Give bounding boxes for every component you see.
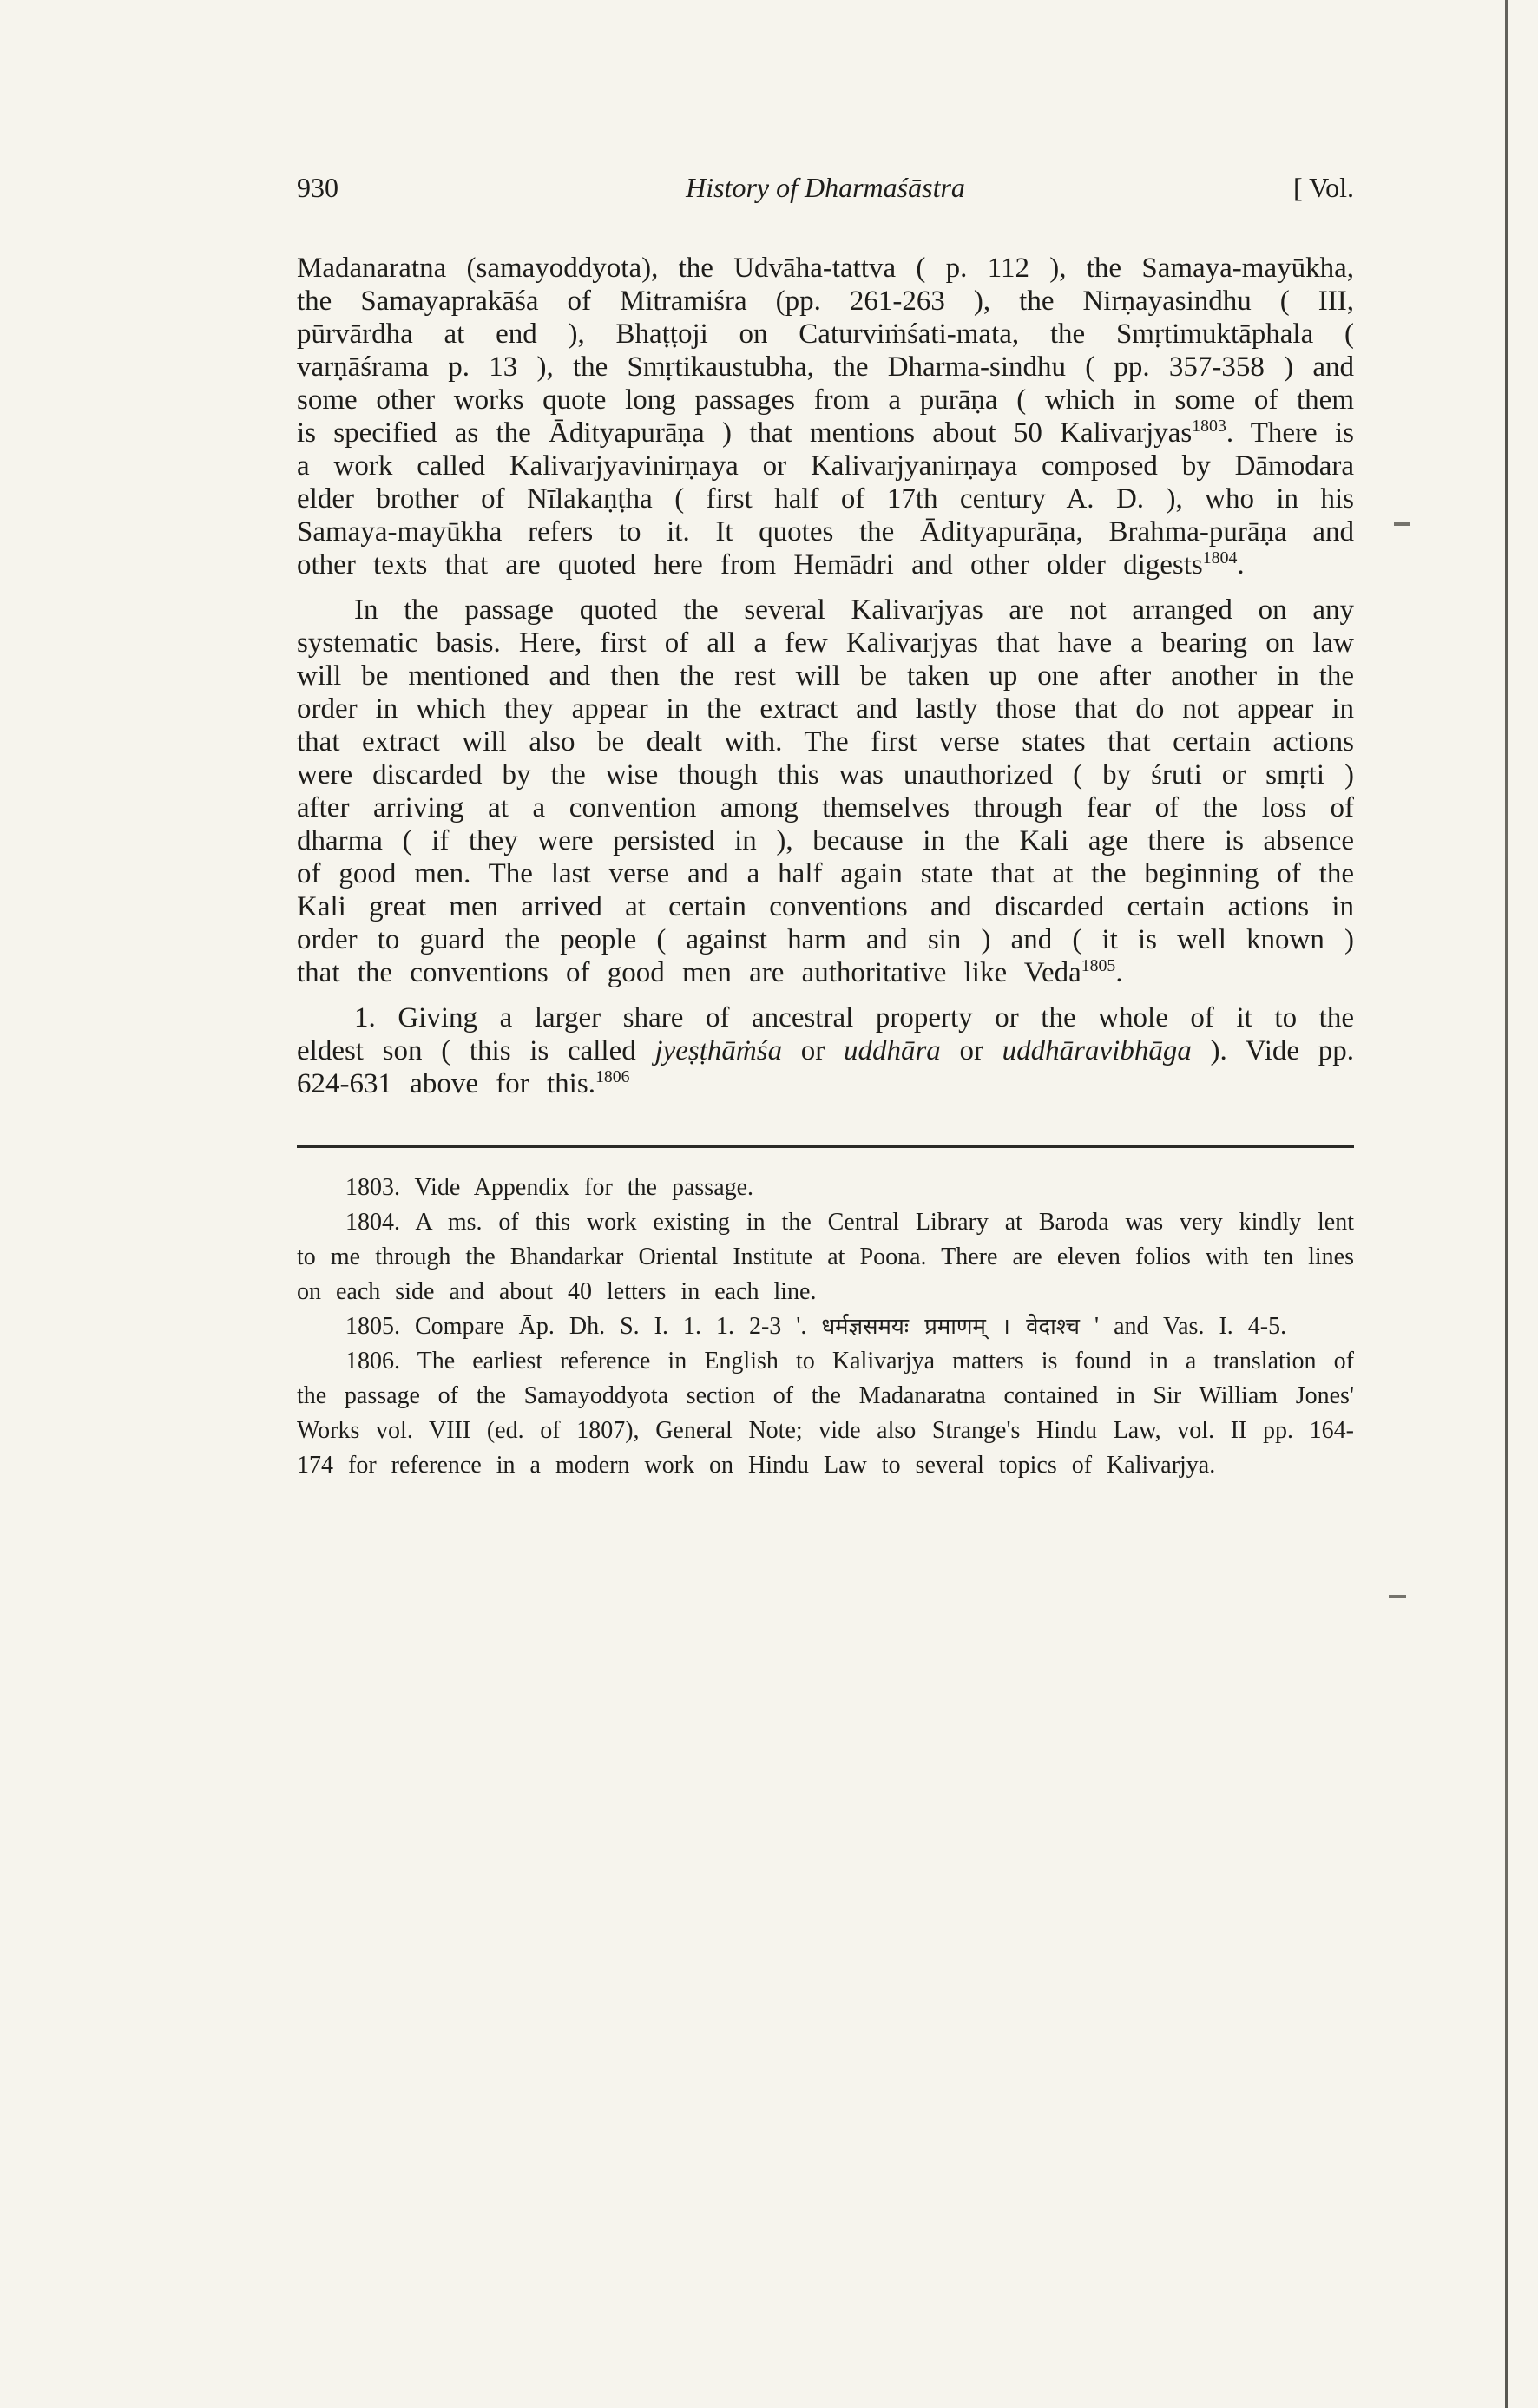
text-column bbox=[297, 172, 1354, 1483]
scan-mark bbox=[1394, 522, 1410, 526]
text-segment: 1805. Compare Āp. Dh. S. I. 1. 1. 2-3 '. bbox=[345, 1313, 822, 1340]
text-segment: . There is a work called Kalivarjyavinirṇaya or Kalivarjyanirṇaya composed by Dāmodara elder brother of Nīlakaṇṭha ( first half of 17th century A. D. ), who in his Samaya-mayūkha refers to it. It quotes the Ādityapurāṇa, Brahma-purāṇa and other texts that are quoted here from Hemādri and other older digests bbox=[297, 417, 1355, 581]
text-segment: In the passage quoted the several Kalivarjyas are not arranged on any systematic basis. Here, first of all a few Kalivarjyas that have a bearing on law will be mentioned and then the rest will be taken up one after another in the order in which they appear in the extract and lastly those that do not appear in that extract will also be dealt with. The first verse states that certain actions were discarded by the wise though this was unauthorized ( by śruti or smṛti ) after arriving at a convention among themselves through fear of the loss of dharma ( if they were persisted in ), because in the Kali age there is absence of good men. The last verse and a half again state that at the beginning of the Kali great men arrived at certain conventions and discarded certain actions in order to guard the people ( against harm and sin ) and ( it is well known ) that the conventions of good men are authoritative like Veda bbox=[297, 594, 1354, 988]
page-header bbox=[297, 172, 1354, 210]
text-segment: ' and Vas. I. 4-5. bbox=[1080, 1313, 1287, 1340]
text-segment: 1804. A ms. of this work existing in the Central Library at Baroda was very kindly lent to me through the Bhandarkar Oriental Institute at Poona. There are eleven folios with ten lines on each side and about 40 letters in each line. bbox=[297, 1209, 1354, 1305]
text-segment: or bbox=[940, 1035, 1002, 1066]
running-title: History of Dharmaśāstra bbox=[686, 172, 965, 203]
volume-label: [ Vol. bbox=[1293, 172, 1354, 203]
footnote-rule bbox=[297, 1145, 1354, 1148]
text-segment: 1803. Vide Appendix for the passage. bbox=[345, 1174, 754, 1201]
footnote bbox=[297, 1205, 1354, 1309]
paragraph bbox=[297, 594, 1354, 989]
footnote bbox=[297, 1344, 1354, 1483]
text-segment: 1803 bbox=[1192, 417, 1226, 436]
text-segment: 1805 bbox=[1081, 956, 1116, 975]
text-segment: 1806. The earliest reference in English to Kalivarjya matters is found in a translation of the passage of the Samayoddyota section of the Madanaratna contained in Sir William Jones' Works vol. VIII (ed. of 1807), General Note; vide also Strange's Hindu Law, vol. II pp. 164-174 for reference in a modern work on Hindu Law to several topics of Kalivarjya. bbox=[297, 1348, 1354, 1479]
footnote bbox=[297, 1309, 1354, 1344]
text-segment: uddhāravibhāga bbox=[1002, 1035, 1192, 1066]
text-segment: uddhāra bbox=[843, 1035, 941, 1066]
text-segment: ). Vide pp. 624-631 above for this. bbox=[297, 1035, 1354, 1099]
text-segment: 1806 bbox=[595, 1067, 630, 1086]
body-text bbox=[297, 252, 1354, 1100]
text-segment: jyeṣṭhāṁśa bbox=[654, 1035, 783, 1066]
footnotes bbox=[297, 1171, 1354, 1483]
text-segment: . bbox=[1115, 957, 1123, 988]
paragraph bbox=[297, 252, 1354, 581]
page-number: 930 bbox=[297, 172, 338, 203]
text-segment: धर्मज्ञसमयः प्रमाणम् । वेदाश्च bbox=[821, 1314, 1081, 1340]
text-segment: Madanaratna (samayoddyota), the Udvāha-tattva ( p. 112 ), the Samaya-mayūkha, the Samayaprakāśa of Mitramiśra (pp. 261-263 ), the Nirṇayasindhu ( III, pūrvārdha at end ), Bhaṭṭoji on Caturviṁśati-mata, the Smṛtimuktāphala ( varṇāśrama p. 13 ), the Smṛtikaustubha, the Dharma-sindhu ( pp. 357-358 ) and some other works quote long passages from a purāṇa ( which in some of them is specified as the Ādityapurāṇa ) that mentions about 50 Kalivarjyas bbox=[297, 253, 1354, 449]
footnote bbox=[297, 1171, 1354, 1205]
text-segment: 1. Giving a larger share of ancestral property or the whole of it to the eldest son ( this is called bbox=[297, 1002, 1354, 1066]
text-segment: 1804 bbox=[1202, 548, 1238, 568]
paragraph bbox=[297, 1001, 1354, 1100]
page-edge-line bbox=[1505, 0, 1508, 2408]
scan-mark bbox=[1389, 1595, 1406, 1598]
text-segment: . bbox=[1237, 549, 1245, 581]
text-segment: or bbox=[782, 1035, 844, 1066]
